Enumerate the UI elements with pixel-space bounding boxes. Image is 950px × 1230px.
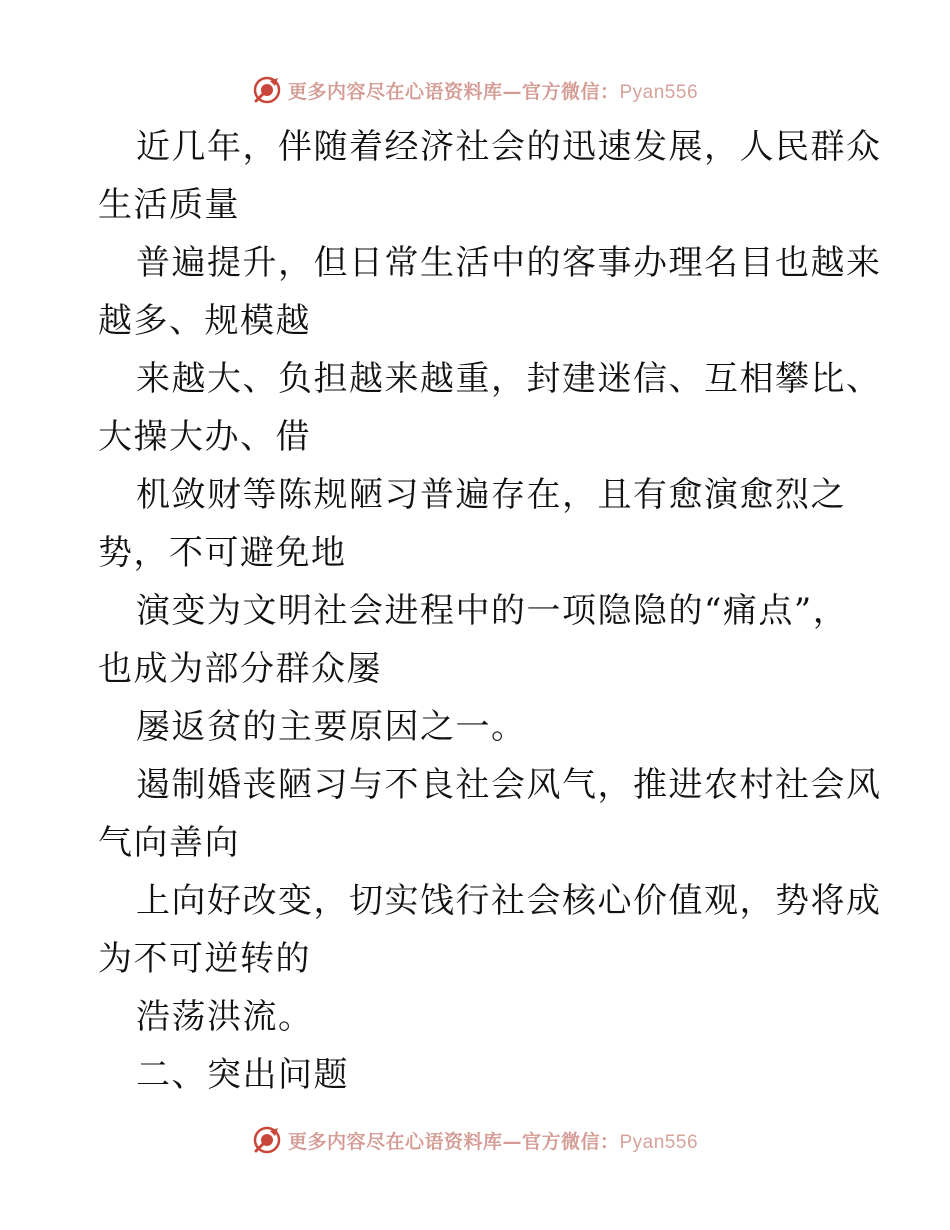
text-line: 近几年，伴随着经济社会的迅速发展，人民群众	[136, 127, 882, 167]
text-line: 生活质量	[98, 185, 240, 225]
text-line: 为不可逆转的	[98, 939, 311, 979]
watermark-text: 更多内容尽在心语资料库—官方微信：Pyan556	[287, 80, 699, 103]
text-line: 也成为部分群众屡	[98, 649, 382, 689]
document-body	[98, 118, 882, 1104]
watermark-text: 更多内容尽在心语资料库—官方微信：Pyan556	[287, 1130, 699, 1153]
text-line: 遏制婚丧陋习与不良社会风气，推进农村社会风	[136, 765, 882, 805]
pen-logo-icon	[252, 75, 282, 105]
text-line: 二、突出问题	[136, 1055, 349, 1095]
text-line: 普遍提升，但日常生活中的客事办理名目也越来	[136, 243, 882, 283]
text-line: 机敛财等陈规陋习普遍存在，且有愈演愈烈之	[136, 475, 846, 515]
text-line: 气向善向	[98, 823, 240, 863]
text-line: 屡返贫的主要原因之一。	[136, 707, 527, 747]
text-line: 大操大办、借	[98, 417, 311, 457]
text-line: 越多、规模越	[98, 301, 311, 341]
text-line: 来越大、负担越来越重，封建迷信、互相攀比、	[136, 359, 882, 399]
pen-logo-icon	[252, 1125, 282, 1155]
text-line: 上向好改变，切实饯行社会核心价值观，势将成	[136, 881, 882, 921]
footer-watermark	[0, 1120, 950, 1160]
text-line: 浩荡洪流。	[136, 997, 314, 1037]
text-line: 势，不可避免地	[98, 533, 347, 573]
header-watermark	[0, 70, 950, 110]
text-line: 演变为文明社会进程中的一项隐隐的“痛点”，	[136, 591, 849, 631]
